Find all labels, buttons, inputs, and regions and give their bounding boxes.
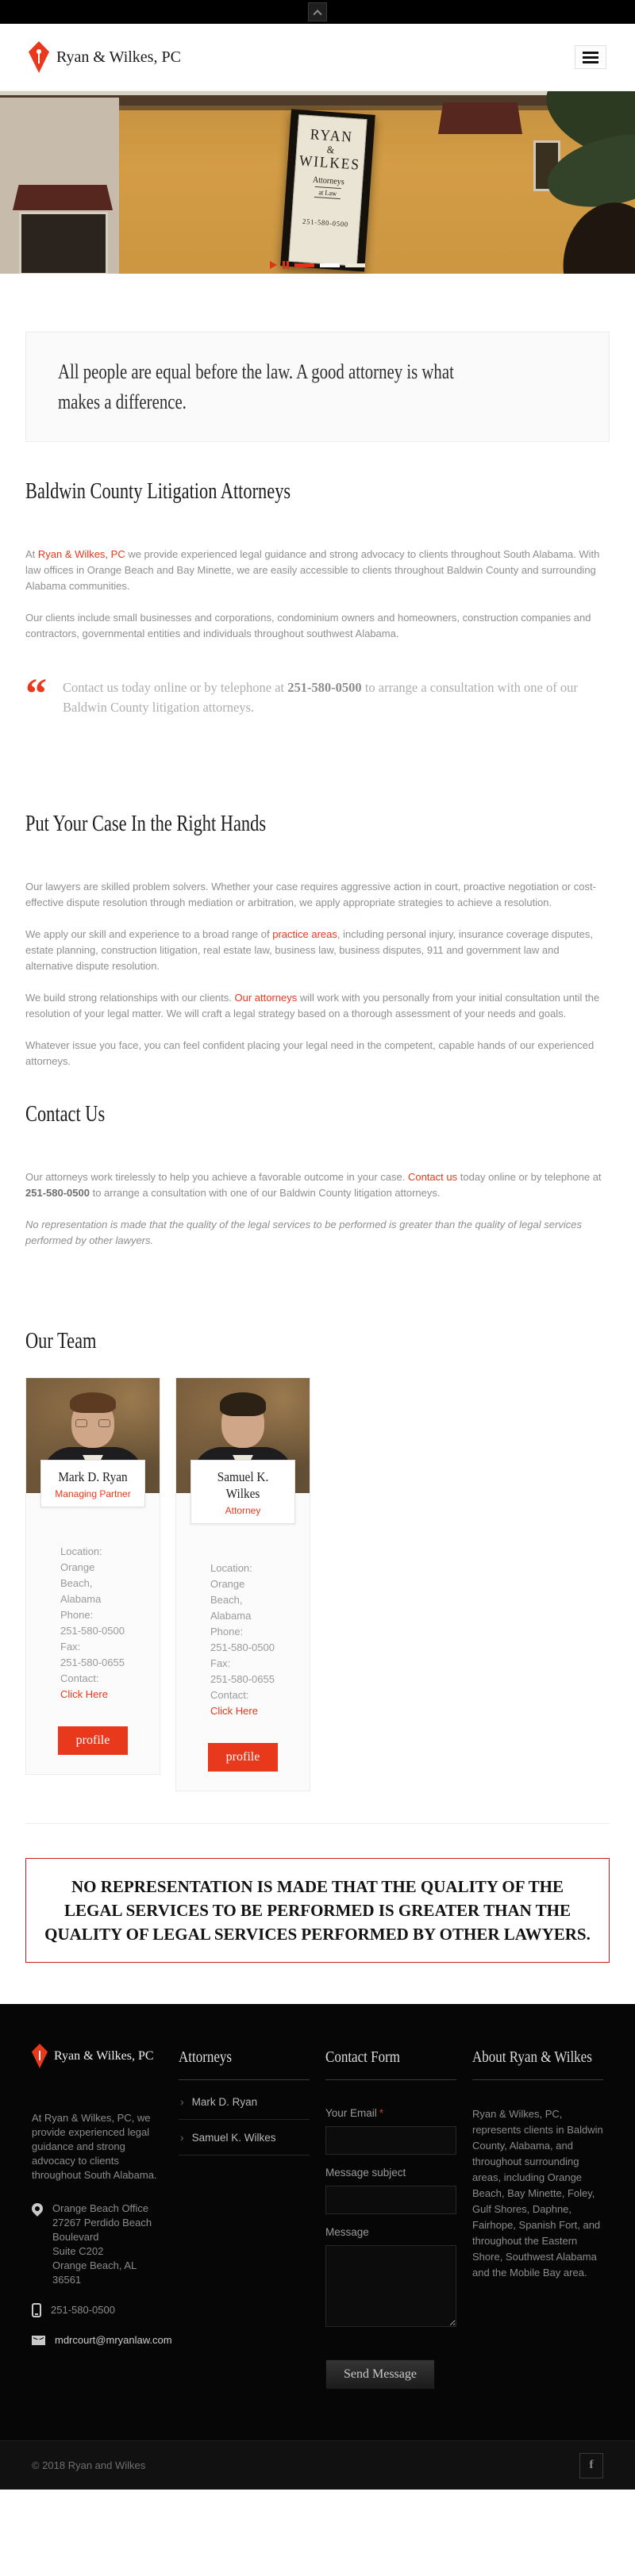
footer-brand[interactable] — [32, 2044, 163, 2068]
sign-subtitle: at Law — [314, 186, 341, 199]
phone-label: Phone: — [210, 1626, 244, 1637]
contact-label: Contact: — [60, 1672, 99, 1684]
sign-subtitle: Attorneys — [312, 175, 345, 187]
palm-trunk — [555, 196, 635, 274]
facebook-icon: f — [589, 2459, 594, 2471]
subject-field-label: Message subject — [325, 2167, 406, 2179]
sign-name-line: RYAN — [310, 126, 354, 147]
location-value: Orange Beach, Alabama — [210, 1578, 252, 1622]
legal-disclaimer-banner — [25, 1858, 610, 1963]
carousel-indicator-1[interactable] — [294, 263, 314, 267]
footer-col-about — [472, 2044, 603, 2390]
carousel-controls — [270, 261, 365, 269]
pull-quote-text: Contact us today online or by telephone at 251-580-0500 to arrange a consultation with one of our Baldwin County litigation attorneys. — [63, 680, 578, 715]
hero-awning — [438, 102, 522, 134]
firm-sign — [280, 109, 375, 272]
email-field[interactable] — [325, 2126, 456, 2155]
pull-quote — [25, 670, 610, 717]
firm-link[interactable]: Ryan & Wilkes, PC — [37, 548, 125, 560]
paragraph: Our lawyers are skilled problem solvers. Whether your case requires aggressive action in court, proactive negotiation or cost-effective dispute resolution through mediation or arbitration, we apply appropriate strategies to achieve a resolution. — [25, 881, 596, 908]
phone-value: 251-580-0500 — [60, 1625, 125, 1637]
phone-value: 251-580-0500 — [210, 1641, 275, 1653]
hero-shop-window — [19, 212, 108, 274]
pen-nib-logo-icon — [32, 2044, 48, 2068]
site-header — [0, 24, 635, 91]
footer-heading-about: About Ryan & Wilkes — [472, 2048, 592, 2066]
sign-phone: 251-580-0500 — [302, 217, 349, 228]
practice-areas-link[interactable]: practice areas — [272, 928, 337, 940]
phone-icon — [32, 2303, 41, 2317]
paragraph: Our attorneys work tirelessly to help you achieve a favorable outcome in your case. Contact us today online or by telephone at 251-580-0500 to arrange a consultation with one of our Baldwin County litigation attorneys. — [25, 1171, 602, 1199]
footer-attorney-link[interactable]: › Samuel K. Wilkes — [179, 2120, 310, 2156]
phone-number: 251-580-0500 — [25, 1187, 90, 1199]
footer-rule — [472, 2079, 603, 2080]
main-content — [0, 332, 635, 1963]
footer-attorney-link[interactable]: › Mark D. Ryan — [179, 2084, 310, 2120]
contact-link[interactable]: Click Here — [60, 1688, 108, 1700]
fax-value: 251-580-0655 — [210, 1673, 275, 1685]
hamburger-icon — [583, 52, 598, 54]
portrait-hair — [70, 1392, 116, 1413]
paragraph: We build strong relationships with our clients. Our attorneys will work with you personally from your initial consultation until the resolution of your legal matter. We will craft a legal strategy based on a thorough assessment of your needs and goals. — [25, 992, 600, 1019]
copyright: © 2018 Ryan and Wilkes — [32, 2459, 146, 2471]
member-name: Mark D. Ryan — [58, 1469, 128, 1484]
section-divider — [25, 1823, 610, 1824]
sign-name-line: WILKES — [298, 152, 361, 174]
member-details — [210, 1561, 275, 1719]
section-heading-baldwin: Baldwin County Litigation Attorneys — [25, 479, 291, 504]
fax-label: Fax: — [210, 1657, 231, 1669]
member-name-card — [40, 1460, 145, 1507]
hero-awning — [13, 185, 113, 210]
member-details — [60, 1544, 125, 1703]
portrait-glasses — [75, 1419, 110, 1427]
required-asterisk: * — [379, 2107, 384, 2119]
carousel-indicator-3[interactable] — [345, 263, 365, 267]
scroll-top-button[interactable] — [308, 2, 327, 21]
send-message-button[interactable]: Send Message — [325, 2359, 435, 2390]
footer-heading-contact-form: Contact Form — [325, 2048, 400, 2066]
team-member-card — [175, 1377, 310, 1791]
intro-quote-text: All people are equal before the law. A good attorney is what makes a difference. — [58, 359, 454, 413]
footer-rule — [179, 2079, 310, 2080]
hero-carousel — [0, 91, 635, 274]
contact-link[interactable]: Click Here — [210, 1705, 258, 1717]
envelope-icon — [32, 2336, 45, 2345]
site-footer — [0, 2004, 635, 2490]
member-name-card — [190, 1460, 295, 1524]
paragraph: At Ryan & Wilkes, PC we provide experienced legal guidance and strong advocacy to clients throughout South Alabama. With law offices in Orange Beach and Bay Minette, we are easily accessible to clients throughout Baldwin County and surrounding Alabama communities. — [25, 548, 600, 592]
pause-icon[interactable] — [283, 261, 289, 269]
member-title: Managing Partner — [55, 1488, 131, 1499]
disclaimer-note: No representation is made that the quality of the legal services to be performed is greater than the quality of legal services performed by other lawyers. — [25, 1219, 582, 1246]
footer-col-attorneys — [179, 2044, 310, 2390]
sign-ampersand: & — [326, 143, 335, 156]
legal-disclaimer-text: NO REPRESENTATION IS MADE THAT THE QUALITY OF THE LEGAL SERVICES TO BE PERFORMED IS GREATER THAN THE QUALITY OF LEGAL SERVICES PERFORMED BY OTHER LAWYERS. — [44, 1877, 591, 1944]
team-member-card — [25, 1377, 160, 1775]
quote-icon: “ — [25, 670, 47, 717]
location-label: Location: — [60, 1545, 102, 1557]
footer-phone-row — [32, 2303, 163, 2317]
paragraph: Our clients include small businesses and corporations, condominium owners and homeowners, construction companies and contractors, governmental entities and individuals throughout southwest Alabama. — [25, 612, 591, 639]
footer-col-contact-form — [325, 2044, 456, 2390]
member-name: Samuel K. Wilkes — [217, 1469, 269, 1501]
profile-button[interactable]: profile — [208, 1743, 278, 1772]
section-heading-team: Our Team — [25, 1329, 97, 1353]
map-pin-icon — [29, 2201, 45, 2217]
chevron-right-icon: › — [180, 2095, 184, 2108]
contact-label: Contact: — [210, 1689, 249, 1701]
phone-label: Phone: — [60, 1609, 94, 1621]
footer-about-short: At Ryan & Wilkes, PC, we provide experienced legal guidance and strong advocacy to clients throughout South Alabama. — [32, 2112, 157, 2181]
section-heading-case: Put Your Case In the Right Hands — [25, 812, 267, 836]
footer-heading-attorneys: Attorneys — [179, 2048, 233, 2066]
member-title: Attorney — [225, 1505, 261, 1516]
brand-name: Ryan & Wilkes, PC — [56, 48, 181, 66]
portrait-hair — [220, 1392, 266, 1416]
top-bar — [0, 0, 635, 24]
footer-address-row — [32, 2202, 163, 2287]
chevron-right-icon: › — [180, 2131, 184, 2144]
paragraph: Whatever issue you face, you can feel confident placing your legal need in the competent, capable hands of our experienced attorneys. — [25, 1039, 595, 1067]
fax-label: Fax: — [60, 1641, 81, 1653]
play-icon[interactable] — [270, 261, 277, 269]
location-label: Location: — [210, 1562, 252, 1574]
message-field-label: Message — [325, 2226, 369, 2238]
phone-number: 251-580-0500 — [287, 680, 362, 695]
footer-about-text: Ryan & Wilkes, PC, represents clients in Baldwin County, Alabama, and throughout surrounding areas, including Orange Beach, Bay Minette, Foley, Gulf Shores, Daphne, Fairhope, Spanish Fort, and throughout the Eastern Shore, Southwest Alabama and the Mobile Bay area. — [472, 2108, 603, 2278]
footer-rule — [325, 2079, 456, 2080]
subject-field[interactable] — [325, 2186, 456, 2214]
team-grid — [25, 1377, 610, 1791]
menu-button[interactable] — [575, 45, 606, 69]
footer-email-row — [32, 2333, 172, 2348]
footer-phone: 251-580-0500 — [51, 2304, 115, 2316]
section-heading-contact: Contact Us — [25, 1102, 106, 1127]
our-attorneys-link[interactable]: Our attorneys — [234, 992, 298, 1004]
fax-value: 251-580-0655 — [60, 1657, 125, 1668]
footer-columns — [0, 2004, 635, 2440]
message-field[interactable] — [325, 2245, 456, 2327]
intro-quote-box — [25, 332, 610, 442]
contact-us-link[interactable]: Contact us — [407, 1171, 458, 1183]
footer-col-firm — [32, 2044, 172, 2390]
paragraph: We apply our skill and experience to a broad range of practice areas, including personal injury, insurance coverage disputes, estate planning, construction litigation, real estate law, business law, business disputes, 911 and government law and alternative dispute resolution. — [25, 928, 593, 972]
carousel-indicator-2[interactable] — [320, 263, 340, 267]
location-value: Orange Beach, Alabama — [60, 1561, 102, 1605]
footer-brand-name: Ryan & Wilkes, PC — [54, 2048, 154, 2063]
email-field-label: Your Email * — [325, 2107, 384, 2119]
profile-button[interactable]: profile — [58, 1726, 128, 1755]
footer-bottom-bar — [0, 2440, 635, 2490]
pen-nib-logo-icon — [29, 41, 49, 73]
chevron-up-icon — [313, 10, 321, 18]
footer-address: Orange Beach Office 27267 Perdido Beach Boulevard Suite C202 Orange Beach, AL 36561 — [52, 2202, 152, 2286]
brand[interactable] — [29, 41, 181, 73]
footer-email-link[interactable]: mdrcourt@mryanlaw.com — [55, 2334, 172, 2346]
facebook-button[interactable] — [579, 2453, 603, 2478]
